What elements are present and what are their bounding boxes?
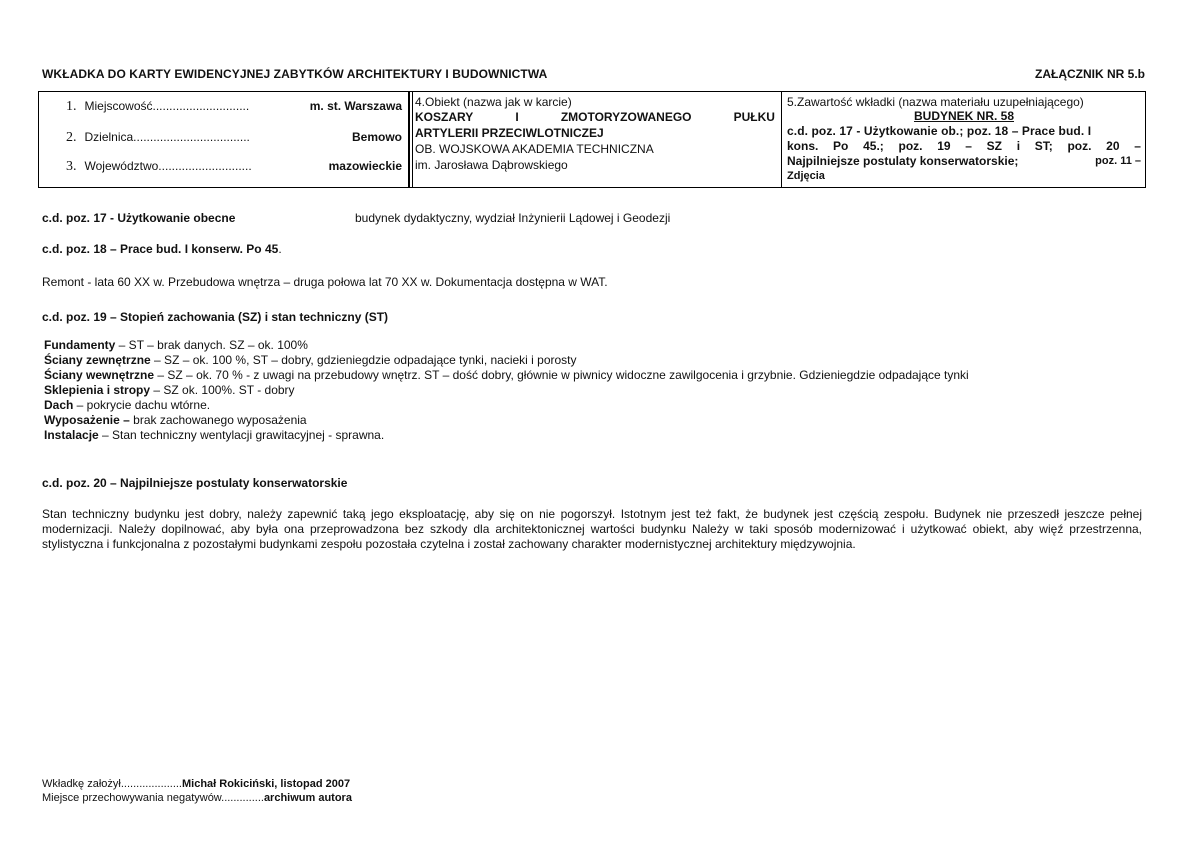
section-18-text: Remont - lata 60 XX w. Przebudowa wnętrza – druga połowa lat 70 XX w. Dokumentacja dostępna w WAT.	[42, 275, 608, 289]
list-item: Sklepienia i stropy – SZ ok. 100%. ST - dobry	[44, 383, 295, 397]
column-divider	[409, 92, 413, 187]
storage-line: Miejsce przechowywania negatywów..............archiwum autora	[42, 792, 352, 804]
contents-line1: c.d. poz. 17 - Użytkowanie ob.; poz. 18 – Prace bud. I	[787, 124, 1092, 138]
location-row-city: 1. Miejscowość............................. m. st. Warszawa	[66, 99, 402, 114]
author-line: Wkładkę założył....................Michał Rokiciński, listopad 2007	[42, 778, 351, 790]
location-label: Miejscowość.............................	[84, 99, 250, 113]
list-item: Ściany wewnętrzne – SZ – ok. 70 % - z uwagi na przebudowy wnętrz. ST – dość dobry, głównie w piwnicy widoczne zawilgocenia i grzybnie. Gdzieniegdzie odpadające tynki	[44, 368, 969, 382]
contents-caption: 5.Zawartość wkładki (nazwa materiału uzupełniającego)	[787, 95, 1084, 109]
location-value: Bemowo	[351, 130, 402, 144]
location-value: m. st. Warszawa	[309, 99, 402, 113]
object-line4: im. Jarosława Dąbrowskiego	[415, 158, 568, 172]
building-number: BUDYNEK NR. 58	[913, 109, 1015, 123]
section-17-value: budynek dydaktyczny, wydział Inżynierii Lądowej i Geodezji	[355, 211, 671, 225]
section-18-title: c.d. poz. 18 – Prace bud. I konserw. Po 45.	[42, 242, 282, 256]
object-name-line2: ARTYLERII PRZECIWLOTNICZEJ	[415, 126, 604, 140]
location-row-district: 2. Dzielnica................................... Bemowo	[66, 130, 402, 145]
contents-line3: Najpilniejsze postulaty konserwatorskie; poz. 11 –	[787, 154, 1141, 168]
location-label: Dzielnica...................................	[84, 130, 250, 144]
info-table	[38, 91, 1146, 188]
section-20-title: c.d. poz. 20 – Najpilniejsze postulaty konserwatorskie	[42, 476, 348, 490]
list-item: Instalacje – Stan techniczny wentylacji grawitacyjnej - sprawna.	[44, 428, 385, 442]
location-value: mazowieckie	[328, 159, 402, 173]
contents-column	[781, 92, 1145, 187]
object-column	[409, 92, 781, 187]
list-item: Ściany zewnętrzne – SZ – ok. 100 %, ST – dobry, gdzieniegdzie odpadające tynki, nacieki i porosty	[44, 353, 577, 367]
section-17-title: c.d. poz. 17 - Użytkowanie obecne	[42, 211, 236, 225]
contents-line2: kons. Po 45.; poz. 19 – SZ i ST; poz. 20 –	[787, 139, 1141, 153]
section-19-title: c.d. poz. 19 – Stopień zachowania (SZ) i stan techniczny (ST)	[42, 310, 389, 324]
list-item: Fundamenty – ST – brak danych. SZ – ok. 100%	[44, 338, 308, 352]
location-label: Województwo............................	[84, 159, 252, 173]
section-20-text: Stan techniczny budynku jest dobry, należy zapewnić taką jego eksploatację, aby się on nie pogorszył. Istotnym jest też fakt, że budynek jest częścią zespołu. Budynek nie przeszedł jeszcze pełnej modernizacji. Należy dopilnować, aby była ona przeprowadzona bez szkody dla architektonicznej wartości budynku Należy w taki sposób modernizować i użytkować obiekt, aby więź przestrzenna, stylistyczna i funkcjonalna z pozostałymi budynkami zespołu pozostała czytelna i został zachowany charakter modernistycznej architektury międzywojnia.	[42, 507, 1142, 551]
list-item: Wyposażenie – brak zachowanego wyposażenia	[44, 413, 307, 427]
contents-line4: Zdjęcia	[787, 170, 825, 182]
object-caption: 4.Obiekt (nazwa jak w karcie)	[415, 95, 572, 109]
location-column	[39, 92, 409, 187]
location-row-voivodeship: 3. Województwo............................ mazowieckie	[66, 159, 402, 174]
object-name-line1: KOSZARY I ZMOTORYZOWANEGO PUŁKU	[415, 110, 775, 124]
document-title: WKŁADKA DO KARTY EWIDENCYJNEJ ZABYTKÓW ARCHITEKTURY I BUDOWNICTWA	[42, 67, 548, 81]
attachment-number: ZAŁĄCZNIK NR 5.b	[1035, 67, 1145, 81]
object-line3: OB. WOJSKOWA AKADEMIA TECHNICZNA	[415, 142, 654, 156]
section-19-list	[44, 338, 969, 443]
list-item: Dach – pokrycie dachu wtórne.	[44, 398, 211, 412]
